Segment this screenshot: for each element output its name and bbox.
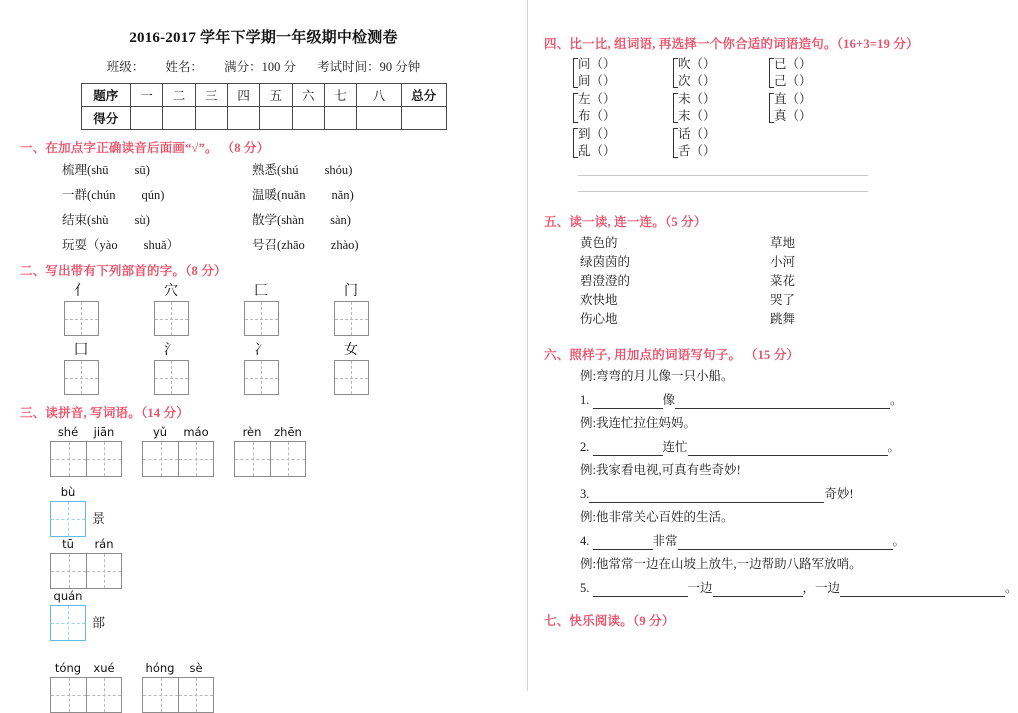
exam-info-line [20,57,507,75]
pinyin-syllable: shé [57,425,79,439]
page-title: 2016-2017 学年下学期一年级期中检测卷 [129,30,398,46]
pair-char: 未（ [678,92,704,106]
score-cell-5[interactable] [260,107,292,130]
section-4-heading [544,34,982,52]
example-sentence: 例:我家看电视,可真有些奇妙! [580,463,741,477]
word: 熟悉 [252,163,278,177]
pinyin-labels [142,425,214,441]
pinyin-word-group [50,485,491,537]
pinyin-word-sub [50,589,86,641]
word: 散学 [252,213,278,227]
pair-paren: ） [703,127,716,141]
pair-entry[interactable] [678,143,770,160]
pair-group [578,56,674,90]
character-grid-box[interactable] [86,677,122,713]
section-2-points: （8 分） [185,264,227,278]
end-punct: 。 [887,440,901,454]
matching-item-right[interactable]: 草地 [770,236,796,250]
pair-paren: ） [703,109,716,123]
brace-icon [573,128,578,158]
brace-icon [573,93,578,123]
pinyin-option-b[interactable]: sàn [330,213,347,227]
pair-entry[interactable] [774,56,870,73]
pinyin-labels [50,589,86,605]
item-number: 3. [580,487,590,501]
pinyin-option-a[interactable]: zhāo [281,238,305,252]
pair-entry[interactable] [578,73,674,90]
end-punct: 。 [890,393,903,407]
pinyin-labels [234,425,306,441]
word-pairs [544,56,982,160]
pinyin-syllable: tū [62,537,74,551]
matching-item-right[interactable]: 小河 [770,255,796,269]
radical-label: 氵 [164,343,178,358]
character-grid-box[interactable] [178,441,214,477]
pinyin-option-b[interactable]: shuǎ [143,238,167,252]
sentence-exercises [544,368,1018,597]
pinyin-option-b[interactable]: sù [134,213,146,227]
section-1-row-3 [20,210,507,228]
pair-line-3 [578,126,982,160]
pinyin-labels [50,661,122,677]
pair-char: 间（ [578,74,604,88]
brace-icon [573,58,578,88]
character-grid-box[interactable] [154,360,189,395]
grid-boxes [142,441,214,477]
pair-char: 布（ [578,109,604,123]
grid-boxes [50,553,122,589]
pinyin-labels [142,661,214,677]
example-sentence: 例:弯弯的月儿像一只小船。 [580,369,734,383]
grid-boxes [50,441,122,477]
example-sentence: 例:他非常关心百姓的生活。 [580,510,734,524]
pinyin-labels [50,537,122,553]
character-grid-box[interactable] [50,605,86,641]
pair-paren: ） [603,109,616,123]
pair-entry[interactable] [774,108,870,125]
grid-boxes [142,677,214,713]
pinyin-syllable: tóng [54,661,82,675]
matching-item-right[interactable]: 菜花 [770,274,796,288]
radical-label: 囗 [74,343,88,358]
col-head-3: 三 [195,84,227,107]
pinyin-choice-item[interactable]: 温暖(nuǎn nǎn) [252,188,354,202]
pair-entry[interactable] [774,91,870,108]
pair-line-1 [578,56,982,90]
answer-blank[interactable] [688,442,888,456]
pair-char: 左（ [578,92,604,106]
pair-paren: ） [603,74,616,88]
pair-paren: ） [799,74,812,88]
col-head-7: 七 [324,84,356,107]
pinyin-syllable: yǔ [152,425,168,439]
section-6-heading [544,345,982,363]
radical-label: 穴 [164,284,178,299]
section-2-heading [20,261,507,279]
character-grid-box[interactable] [142,441,178,477]
key-word: 一边 [687,581,713,595]
score-cell-3[interactable] [195,107,227,130]
character-grid-box[interactable] [50,441,86,477]
character-grid-box[interactable] [244,301,279,336]
pinyin-option-b[interactable]: shóu [324,163,349,177]
col-head-4: 四 [227,84,259,107]
pair-char: 次（ [678,74,704,88]
col-head-2: 二 [163,84,195,107]
pinyin-word-group [142,661,214,713]
fixed-character: 部 [92,615,106,630]
table-row-score [81,107,446,130]
pinyin-option-a[interactable]: shàn [281,213,305,227]
pair-paren: ） [603,57,616,71]
pair-entry[interactable] [578,126,674,143]
radical-item [320,283,382,336]
section-7-heading [544,611,982,629]
pinyin-syllable: xué [93,661,115,675]
grid-boxes [50,605,86,641]
sentence-item[interactable] [580,532,982,550]
section-4-points: （16+3=19 分） [836,37,919,51]
radical-label: 冫 [254,343,268,358]
radical-item [140,283,202,336]
matching-item-left[interactable]: 伤心地 [580,312,618,326]
key-word: 连忙 [662,440,688,454]
character-grid-box[interactable] [50,501,86,537]
row-label-question-order: 题序 [81,84,131,107]
radical-label: 门 [344,284,358,299]
matching-right-column [770,234,795,329]
pair-char: 舌（ [678,144,704,158]
brace-icon [769,58,774,88]
matching-item-left[interactable]: 绿茵茵的 [580,255,631,269]
pinyin-option-a[interactable]: shù [91,213,109,227]
radical-row-1 [20,283,507,336]
matching-item-left[interactable]: 欢快地 [580,293,618,307]
pair-paren: ） [603,127,616,141]
character-grid-box[interactable] [86,553,122,589]
sentence-item[interactable] [580,438,982,456]
item-number: 4. [580,534,590,548]
right-column [527,0,1018,691]
key-word-2: 一边 [815,581,841,595]
pair-group [678,56,770,90]
sentence-item[interactable] [580,579,1018,597]
section-6-points: （15 分） [751,348,800,362]
matching-exercise [544,234,982,329]
key-word: 像 [662,393,676,407]
pinyin-choice-item[interactable]: 结束(shù sù) [62,213,150,227]
word: 温暖 [252,188,278,202]
radical-item [140,342,202,395]
pinyin-option-b[interactable]: qún [141,188,161,202]
name-field: 姓名： [165,60,203,74]
pair-group [678,126,770,160]
score-cell-1[interactable] [131,107,163,130]
section-1-title: 一、在加点字正确读音后面画“√”。 [20,141,218,155]
character-grid-box[interactable] [50,553,86,589]
end-punct: 。 [1005,581,1018,595]
answer-blank[interactable] [589,489,824,503]
key-word: 非常 [652,534,678,548]
pair-char: 话（ [678,127,704,141]
pinyin-word-group [50,537,122,589]
character-grid-box[interactable] [64,301,99,336]
score-cell-7[interactable] [324,107,356,130]
pinyin-option-b[interactable]: nǎn [331,188,350,202]
pair-entry[interactable] [678,73,770,90]
pair-entry[interactable] [678,108,770,125]
mid-punct: ， [802,581,816,595]
brace-icon [673,128,678,158]
example-sentence: 例:他常常一边在山坡上放牛,一边帮助八路军放哨。 [580,557,862,571]
pair-char: 乱（ [578,144,604,158]
pinyin-option-a[interactable]: nuǎn [281,188,306,202]
pair-char: 直（ [774,92,800,106]
pinyin-write-row-1 [20,425,507,477]
pair-paren: ） [799,57,812,71]
section-1-heading [20,138,507,156]
item-number: 1. [580,393,590,407]
pinyin-option-a[interactable]: shú [281,163,299,177]
col-head-1: 一 [131,84,163,107]
radical-item [320,342,382,395]
pinyin-word-group [50,589,491,641]
pinyin-syllable: zhēn [274,425,302,439]
character-grid-box[interactable] [334,301,369,336]
brace-icon [769,93,774,123]
item-number: 5. [580,581,590,595]
pinyin-choice-item[interactable]: 熟悉(shú shóu) [252,163,353,177]
pinyin-word-group [50,661,122,713]
key-word: 奇妙! [824,487,854,501]
pair-entry[interactable] [578,143,674,160]
word: 结束 [62,213,88,227]
word: 玩耍 [62,238,88,252]
answer-blank[interactable] [678,536,893,550]
pinyin-choice-item[interactable]: 号召(zhāo zhào) [252,238,359,252]
full-score-field: 满分：100 分 [224,60,296,74]
section-1-row-1 [20,160,507,178]
pinyin-syllable: quán [53,589,83,603]
pinyin-write-row-2 [20,485,507,641]
pair-paren: ） [603,144,616,158]
score-table [81,83,447,130]
score-cell-6[interactable] [292,107,324,130]
pair-paren: ） [703,57,716,71]
radical-item [230,342,292,395]
section-4-title: 四、比一比, 组词语, 再选择一个你合适的词语造句。 [544,37,837,51]
end-punct: 。 [892,534,906,548]
pair-entry[interactable] [578,56,674,73]
pair-group [678,91,770,125]
fixed-character: 景 [92,511,106,526]
pinyin-word-sub [50,485,86,537]
answer-blank-line[interactable] [578,174,868,176]
matching-item-left[interactable]: 黄色的 [580,236,618,250]
word: 梳理 [62,163,88,177]
pinyin-write-row-3 [20,661,507,713]
sentence-item[interactable] [580,485,982,503]
pair-paren: ） [799,92,812,106]
pinyin-syllable: máo [183,425,209,439]
sentence-item[interactable] [580,391,982,409]
pinyin-option-a[interactable]: chún [91,188,116,202]
pair-char: 已（ [774,57,800,71]
pair-entry[interactable] [774,73,870,90]
matching-item-right[interactable]: 哭了 [770,293,796,307]
pinyin-syllable: jiān [93,425,115,439]
pinyin-syllable: bù [60,485,76,499]
pair-paren: ） [703,92,716,106]
matching-item-left[interactable]: 碧澄澄的 [580,274,631,288]
item-number: 2. [580,440,590,454]
section-5-heading [544,212,982,230]
pair-char: 真（ [774,109,800,123]
pair-entry[interactable] [678,126,770,143]
col-head-6: 六 [292,84,324,107]
answer-blank-line[interactable] [578,190,868,192]
score-cell-total[interactable] [401,107,446,130]
pair-entry[interactable] [578,108,674,125]
section-7-points: （9 分） [632,614,675,628]
pair-entry[interactable] [578,91,674,108]
brace-icon [673,58,678,88]
answer-blank[interactable] [675,395,890,409]
word: 号召 [252,238,278,252]
answer-blank[interactable] [713,583,803,597]
pair-group [578,91,674,125]
pair-char: 己（ [774,74,800,88]
pinyin-word-group [234,425,306,477]
pinyin-syllable: hóng [145,661,175,675]
pair-char: 末（ [678,109,704,123]
section-2-title: 二、写出带有下列部首的字。 [20,264,186,278]
radical-item [50,342,112,395]
score-cell-4[interactable] [227,107,259,130]
character-grid-box[interactable] [50,677,86,713]
pair-group [774,56,870,90]
character-grid-box[interactable] [178,677,214,713]
pinyin-option-b[interactable]: sū [134,163,146,177]
answer-blank[interactable] [593,395,663,409]
matching-item-right[interactable]: 跳舞 [770,312,796,326]
character-grid-box[interactable] [234,441,270,477]
section-1-row-2 [20,185,507,203]
grid-boxes [234,441,306,477]
pair-group [578,126,674,160]
radical-row-2 [20,342,507,395]
row-label-score: 得分 [81,107,131,130]
pair-entry[interactable] [678,56,770,73]
section-6-title: 六、照样子, 用加点的词语写句子。 [544,348,742,362]
pinyin-word-group [50,425,122,477]
matching-left-column [580,234,770,329]
pair-char: 到（ [578,127,604,141]
pair-paren: ） [703,74,716,88]
character-grid-box[interactable] [334,360,369,395]
pair-group [774,91,870,125]
pair-line-2 [578,91,982,125]
class-field: 班级： [106,60,145,74]
character-grid-box[interactable] [86,441,122,477]
pair-char: 吹（ [678,57,704,71]
pinyin-option-a[interactable]: shū [91,163,109,177]
pinyin-syllable: sè [189,661,203,675]
section-5-points: （5 分） [664,215,707,229]
brace-icon [673,93,678,123]
score-cell-8[interactable] [357,107,402,130]
section-3-title: 三、读拼音, 写词语。 [20,406,141,420]
pair-entry[interactable] [678,91,770,108]
section-1-points: （8 分） [227,141,270,155]
radical-item [50,283,112,336]
radical-label: 女 [344,343,358,358]
pinyin-syllable: rèn [242,425,262,439]
pinyin-labels [50,485,86,501]
section-7-title: 七、快乐阅读。 [544,614,633,628]
answer-blank[interactable] [593,583,688,597]
example-sentence: 例:我连忙拉住妈妈。 [580,416,696,430]
word: 一群 [62,188,88,202]
pinyin-choice-item[interactable]: 梳理(shū sū) [62,163,150,177]
pair-paren: ） [799,109,812,123]
character-grid-box[interactable] [142,677,178,713]
pair-paren: ） [603,92,616,106]
section-3-heading [20,403,507,421]
radical-label: 亻 [74,284,88,299]
character-grid-box[interactable] [154,301,189,336]
pinyin-option-b[interactable]: zhào [330,238,355,252]
grid-boxes [50,501,86,537]
pinyin-option-a[interactable]: yào [99,238,118,252]
answer-blank[interactable] [593,536,653,550]
section-3-points: （14 分） [140,406,190,420]
exam-time-field: 考试时间：90 分钟 [317,60,421,74]
col-head-total: 总分 [401,84,446,107]
pinyin-word-group [142,425,214,477]
score-cell-2[interactable] [163,107,195,130]
pair-paren: ） [703,144,716,158]
section-5-title: 五、读一读, 连一连。 [544,215,665,229]
answer-blank[interactable] [593,442,663,456]
pinyin-choice-item[interactable]: 玩耍（yào shuǎ） [62,238,180,252]
pinyin-syllable: rán [94,537,114,551]
character-grid-box[interactable] [270,441,306,477]
pinyin-choice-item[interactable]: 散学(shàn sàn) [252,213,351,227]
pinyin-choice-item[interactable]: 一群(chún qún) [62,188,165,202]
table-row-question-order [81,84,446,107]
section-1-row-4 [20,235,507,253]
grid-boxes [50,677,122,713]
character-grid-box[interactable] [244,360,279,395]
pinyin-labels [50,425,122,441]
radical-label: 匚 [254,284,268,299]
character-grid-box[interactable] [64,360,99,395]
col-head-8: 八 [357,84,402,107]
radical-item [230,283,292,336]
answer-blank[interactable] [840,583,1005,597]
col-head-5: 五 [260,84,292,107]
pair-char: 问（ [578,57,604,71]
